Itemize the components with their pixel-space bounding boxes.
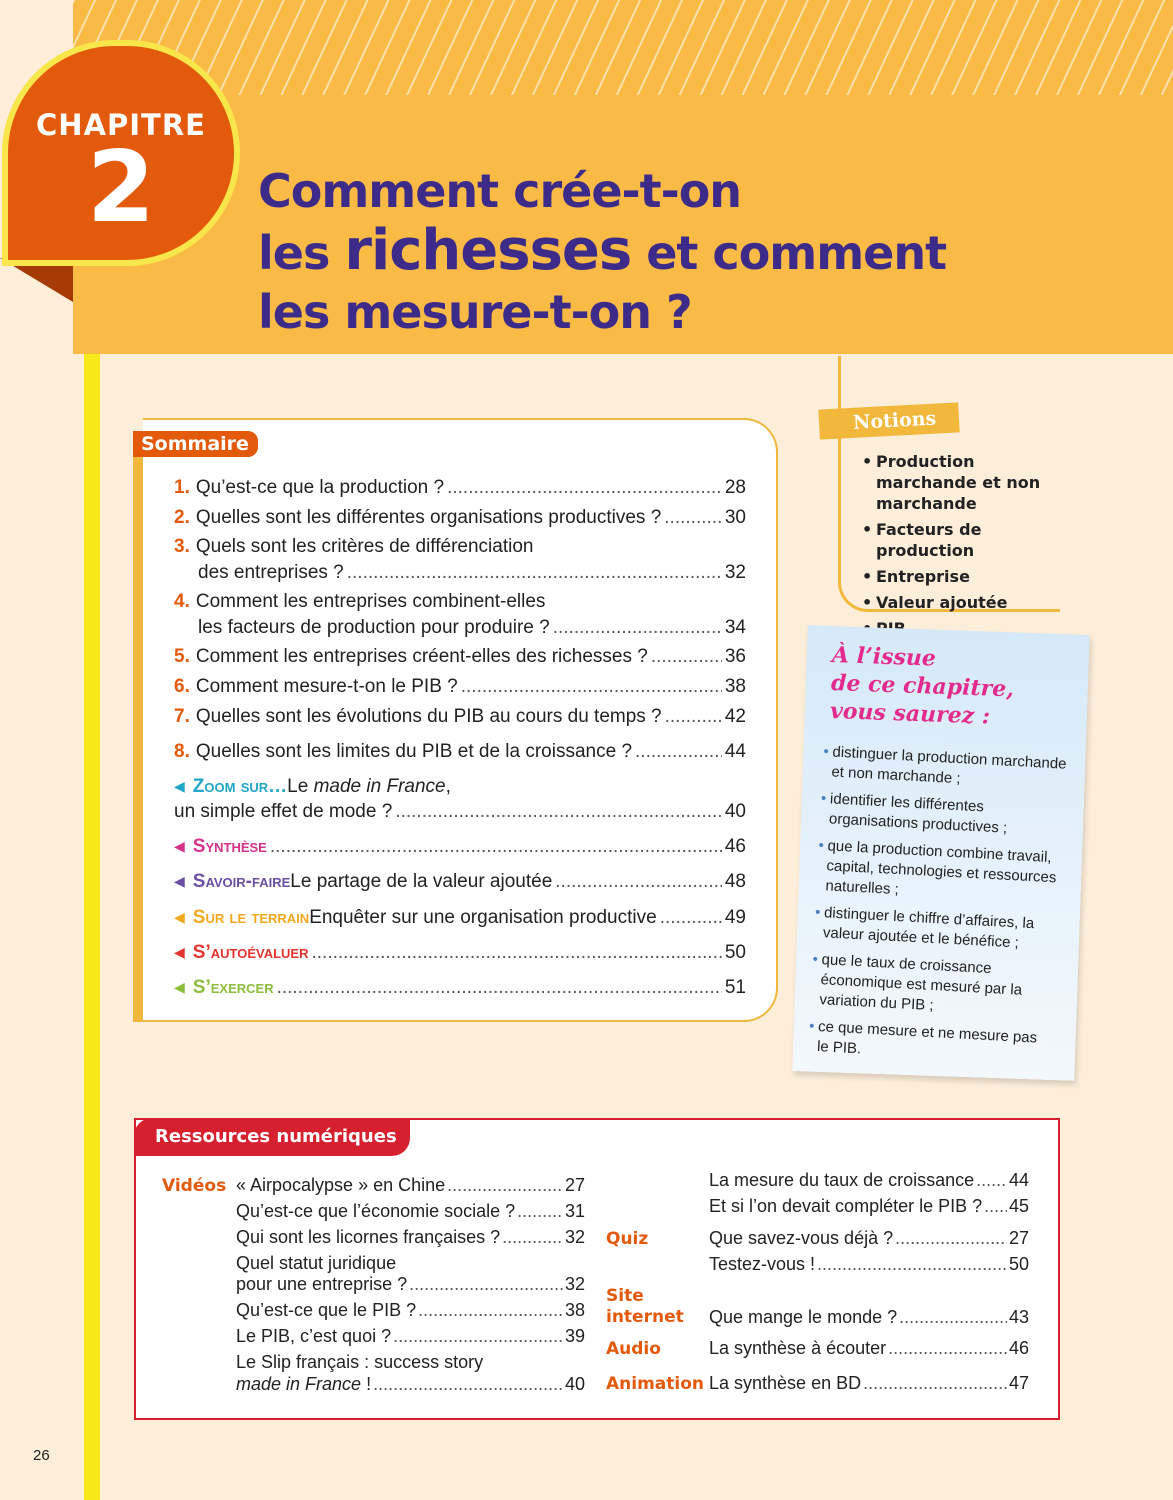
toc-leader: [395, 799, 722, 824]
toc-item-number: 7.: [174, 706, 190, 727]
resource-link[interactable]: Qu’est-ce que l’économie sociale ? ..... 31: [236, 1200, 585, 1222]
title-keyword: richesses: [344, 218, 632, 283]
toc-zoom-label: Zoom sur…: [192, 776, 288, 797]
chapter-badge: [2, 40, 240, 266]
toc-item-page: 28: [724, 477, 746, 498]
toc-item[interactable]: [174, 505, 746, 530]
toc-section[interactable]: [174, 905, 746, 930]
resource-link[interactable]: La synthèse en BD ..... 47: [709, 1372, 1029, 1394]
toc-leader: [553, 615, 722, 640]
resource-link[interactable]: Qu’est-ce que le PIB ? ..... 38: [236, 1299, 585, 1321]
toc-leader: [665, 704, 722, 729]
resource-link[interactable]: La mesure du taux de croissance ..... 44: [709, 1169, 1029, 1191]
toc-zoom-continued[interactable]: [174, 799, 746, 824]
toc-item-number: 3.: [174, 536, 190, 557]
toc-item[interactable]: [174, 674, 746, 699]
toc-section-label: Savoir-faire: [192, 871, 291, 892]
toc-leader: [447, 475, 722, 500]
animation-category: Animation: [606, 1374, 705, 1394]
toc-item-label: des entreprises ?: [198, 562, 344, 583]
toc-item-number: 8.: [174, 741, 190, 762]
toc-item-label: Quelles sont les limites du PIB et de la croissance ?: [195, 741, 633, 762]
toc-item[interactable]: [174, 704, 746, 729]
toc-section-label: Sur le terrain: [192, 907, 310, 928]
quiz-category: Quiz: [606, 1229, 649, 1249]
toc-item-number: 2.: [174, 507, 190, 528]
notions-divider: [838, 356, 841, 576]
toc-item[interactable]: [174, 644, 746, 669]
resource-link[interactable]: Que savez-vous déjà ? ..... 27: [709, 1227, 1029, 1249]
toc-item-label: un simple effet de mode ?: [174, 801, 393, 822]
triangle-bullet-icon: ◀: [174, 778, 185, 794]
toc-leader: [270, 834, 722, 859]
toc-item-page: 51: [724, 977, 746, 998]
toc-zoom-text: Le made in France,: [287, 776, 451, 797]
toc-item-page: 50: [724, 942, 746, 963]
toc-section[interactable]: [174, 869, 746, 894]
toc-item[interactable]: [174, 475, 746, 500]
page-number: 26: [33, 1447, 50, 1464]
title-line-2-pre: les: [258, 226, 345, 280]
resource-link[interactable]: Qui sont les licornes françaises ? ..... 32: [236, 1226, 585, 1248]
objective-item: • que la production combine travail, capital, technologies et ressources naturelles ;: [816, 836, 1063, 909]
toc-leader: [660, 905, 722, 930]
toc-item-label: les facteurs de production pour produire ?: [198, 617, 550, 638]
toc-leader: [651, 644, 722, 669]
objective-item: • que le taux de croissance économique est mesuré par la variation du PIB ;: [810, 950, 1057, 1023]
notion-item: • Facteurs de production: [862, 519, 1072, 561]
toc-section[interactable]: [174, 975, 746, 1000]
toc-section-label: S’autoévaluer: [192, 942, 309, 963]
toc-item-label: Quelles sont les évolutions du PIB au cours du temps ?: [195, 706, 662, 727]
resource-link[interactable]: La synthèse à écouter ..... 46: [709, 1337, 1029, 1359]
objective-item: • identifier les différentes organisations productives ;: [819, 789, 1065, 842]
objectives-title-line-1: À l’issue: [831, 642, 937, 672]
objectives-title-line-3: vous saurez :: [829, 697, 991, 730]
toc-item-number: 4.: [174, 591, 190, 612]
resource-link-line: Quel statut juridique: [236, 1253, 397, 1273]
resources-label: Ressources numériques: [134, 1118, 410, 1156]
resource-link[interactable]: Testez-vous ! ..... 50: [709, 1253, 1029, 1275]
toc-section-label: S’exercer: [192, 977, 274, 998]
toc-item-number: 5.: [174, 646, 190, 667]
toc-item-page: 40: [724, 801, 746, 822]
toc-item-continued[interactable]: [198, 615, 746, 640]
resource-link[interactable]: made in France ! ..... 40: [236, 1373, 585, 1395]
resource-link[interactable]: Que mange le monde ? ..... 43: [709, 1306, 1029, 1328]
toc-leader: [635, 739, 722, 764]
title-line-2-post: et comment: [631, 226, 947, 280]
notions-list: [862, 451, 1072, 644]
toc-item[interactable]: [174, 534, 746, 559]
triangle-bullet-icon: ◀: [174, 979, 185, 995]
title-line-1: Comment crée-t-on: [258, 164, 742, 218]
notion-item: • Entreprise: [862, 566, 1072, 587]
toc-item-page: 48: [724, 871, 746, 892]
toc-item-number: 6.: [174, 676, 190, 697]
page-title: [258, 162, 1118, 342]
toc-item-label: Qu’est-ce que la production ?: [195, 477, 445, 498]
resource-link-line: Le Slip français : success story: [236, 1352, 484, 1372]
toc-item-label: Comment les entreprises combinent-elles: [195, 591, 546, 612]
toc-section[interactable]: [174, 940, 746, 965]
resource-link[interactable]: Et si l’on devait compléter le PIB ? ..... 45: [709, 1195, 1029, 1217]
objective-item: • distinguer le chiffre d’affaires, la valeur ajoutée et le bénéfice ;: [813, 903, 1059, 956]
toc-leader: [311, 940, 721, 965]
toc-leader: [555, 869, 722, 894]
resource-link[interactable]: pour une entreprise ? ..... 32: [236, 1273, 585, 1295]
toc-item-page: 30: [724, 507, 746, 528]
toc-section-text: Enquêter sur une organisation productive: [309, 907, 657, 928]
videos-category: Vidéos: [162, 1176, 227, 1196]
title-line-3: les mesure-t-on ?: [258, 285, 692, 339]
toc-item-label: Quels sont les critères de différenciation: [195, 536, 534, 557]
objectives-title-line-2: de ce chapitre,: [830, 669, 1015, 703]
triangle-bullet-icon: ◀: [174, 944, 185, 960]
triangle-bullet-icon: ◀: [174, 909, 185, 925]
toc-leader: [461, 674, 722, 699]
chapter-label: CHAPITRE: [36, 108, 206, 142]
toc-item-page: 42: [724, 706, 746, 727]
toc-item-page: 38: [724, 676, 746, 697]
toc-item-number: 1.: [174, 477, 190, 498]
objectives-title: [830, 641, 1063, 733]
toc-section[interactable]: [174, 834, 746, 859]
resource-link[interactable]: Le PIB, c’est quoi ? ..... 39: [236, 1325, 585, 1347]
toc-item-continued[interactable]: [198, 560, 746, 585]
toc-item-page: 34: [724, 617, 746, 638]
toc-item[interactable]: [174, 739, 746, 764]
toc-item-page: 36: [724, 646, 746, 667]
objectives-list: [807, 742, 1068, 1076]
toc-item[interactable]: [174, 589, 746, 614]
toc-item-page: 44: [724, 741, 746, 762]
toc-leader: [277, 975, 722, 1000]
chapter-number: 2: [86, 131, 156, 245]
toc-item-label: Comment les entreprises créent-elles des richesses ?: [195, 646, 648, 667]
notions-label: Notions: [818, 402, 959, 439]
toc-item-page: 46: [724, 836, 746, 857]
toc-item-page: 49: [724, 907, 746, 928]
toc-item-page: 32: [724, 562, 746, 583]
objective-item: • ce que mesure et ne mesure pas le PIB.: [808, 1017, 1054, 1070]
toc-leader: [664, 505, 722, 530]
objective-item: • distinguer la production marchande et non marchande ;: [822, 742, 1068, 795]
triangle-bullet-icon: ◀: [174, 838, 185, 854]
resource-link[interactable]: « Airpocalypse » en Chine ..... 27: [236, 1174, 585, 1196]
notion-item: • Valeur ajoutée: [862, 592, 1072, 613]
left-margin-bar: [84, 354, 100, 1500]
header-stripes: [73, 0, 1173, 95]
notion-item: • Production marchande et non marchande: [862, 451, 1072, 514]
toc-leader: [347, 560, 722, 585]
toc-item-label: Comment mesure-t-on le PIB ?: [195, 676, 458, 697]
sommaire-label: Sommaire: [133, 431, 258, 457]
audio-category: Audio: [606, 1339, 661, 1359]
toc-section-label: Synthèse: [192, 836, 267, 857]
triangle-bullet-icon: ◀: [174, 873, 185, 889]
site-category: Site internet: [606, 1286, 684, 1327]
toc-zoom[interactable]: [174, 774, 746, 799]
toc-section-text: Le partage de la valeur ajoutée: [290, 871, 553, 892]
toc-item-label: Quelles sont les différentes organisations productives ?: [195, 507, 662, 528]
